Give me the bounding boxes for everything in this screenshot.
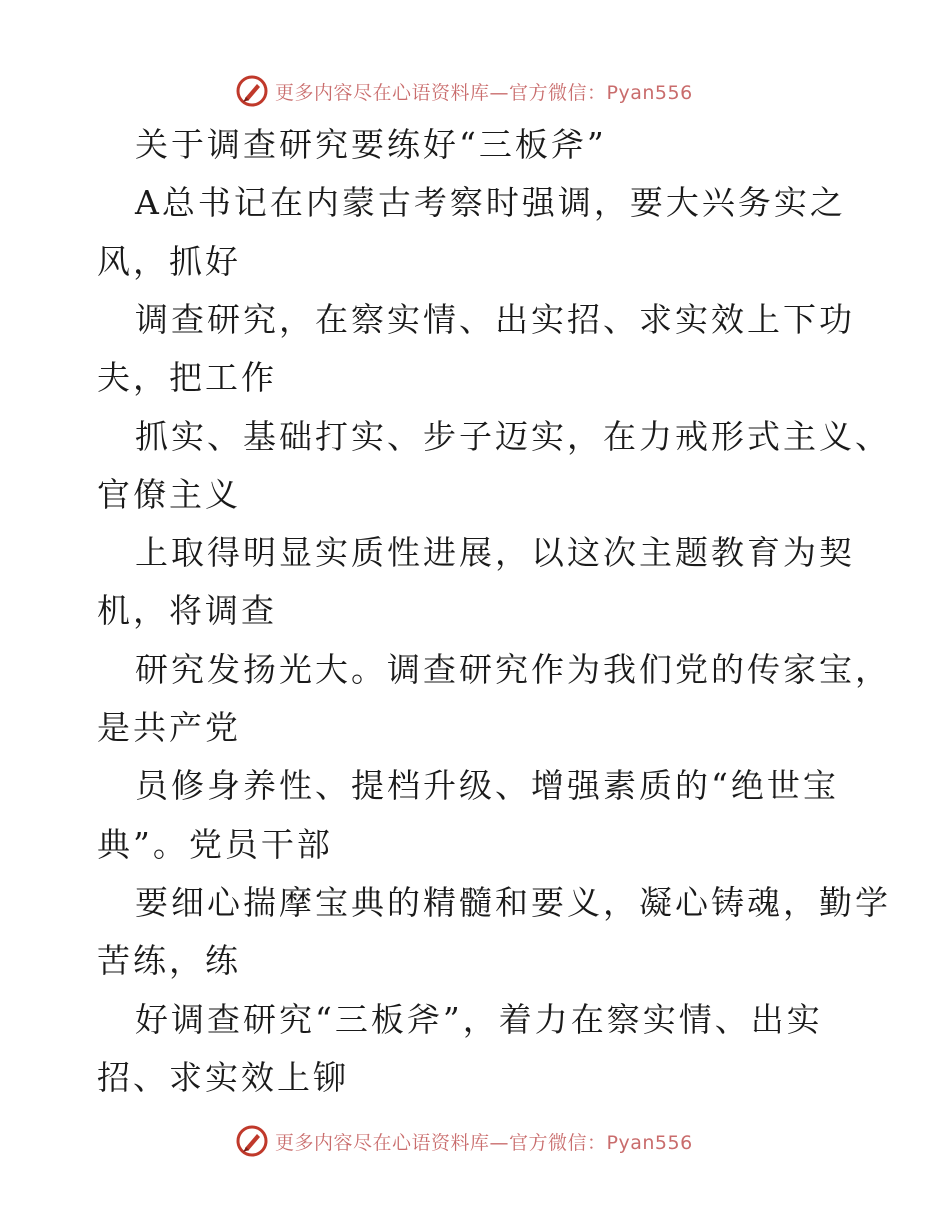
paragraph-line: 夫，把工作 <box>97 358 277 397</box>
paragraph-line: 员修身养性、提档升级、增强素质的“绝世宝 <box>135 766 839 805</box>
paragraph-line: 调查研究，在察实情、出实招、求实效上下功 <box>135 300 855 339</box>
paragraph-line: 是共产党 <box>97 708 241 747</box>
watermark-text: 更多内容尽在心语资料库—官方微信：Pyan556 <box>275 1131 693 1154</box>
paragraph-line: 典”。党员干部 <box>97 825 333 864</box>
document-title: 关于调查研究要练好“三板斧” <box>135 125 607 164</box>
paragraph-line: 苦练，练 <box>97 941 241 980</box>
paragraph-line: 研究发扬光大。调查研究作为我们党的传家宝， <box>135 650 891 689</box>
paragraph-line: A总书记在内蒙古考察时强调，要大兴务实之 <box>135 183 846 222</box>
paragraph-line: 招、求实效上铆 <box>97 1058 349 1097</box>
pen-logo-icon <box>235 74 269 108</box>
footer-watermark <box>235 1124 755 1158</box>
paragraph-line: 官僚主义 <box>97 475 241 514</box>
paragraph-line: 抓实、基础打实、步子迈实，在力戒形式主义、 <box>135 417 891 456</box>
paragraph-line: 风，抓好 <box>97 242 241 281</box>
paragraph-line: 要细心揣摩宝典的精髓和要义，凝心铸魂，勤学 <box>135 883 891 922</box>
paragraph-line: 机，将调查 <box>97 591 277 630</box>
paragraph-line: 上取得明显实质性进展，以这次主题教育为契 <box>135 533 855 572</box>
header-watermark <box>235 74 755 108</box>
paragraph-line: 好调查研究“三板斧”，着力在察实情、出实 <box>135 1000 823 1039</box>
pen-logo-icon <box>235 1124 269 1158</box>
watermark-text: 更多内容尽在心语资料库—官方微信：Pyan556 <box>275 81 693 104</box>
